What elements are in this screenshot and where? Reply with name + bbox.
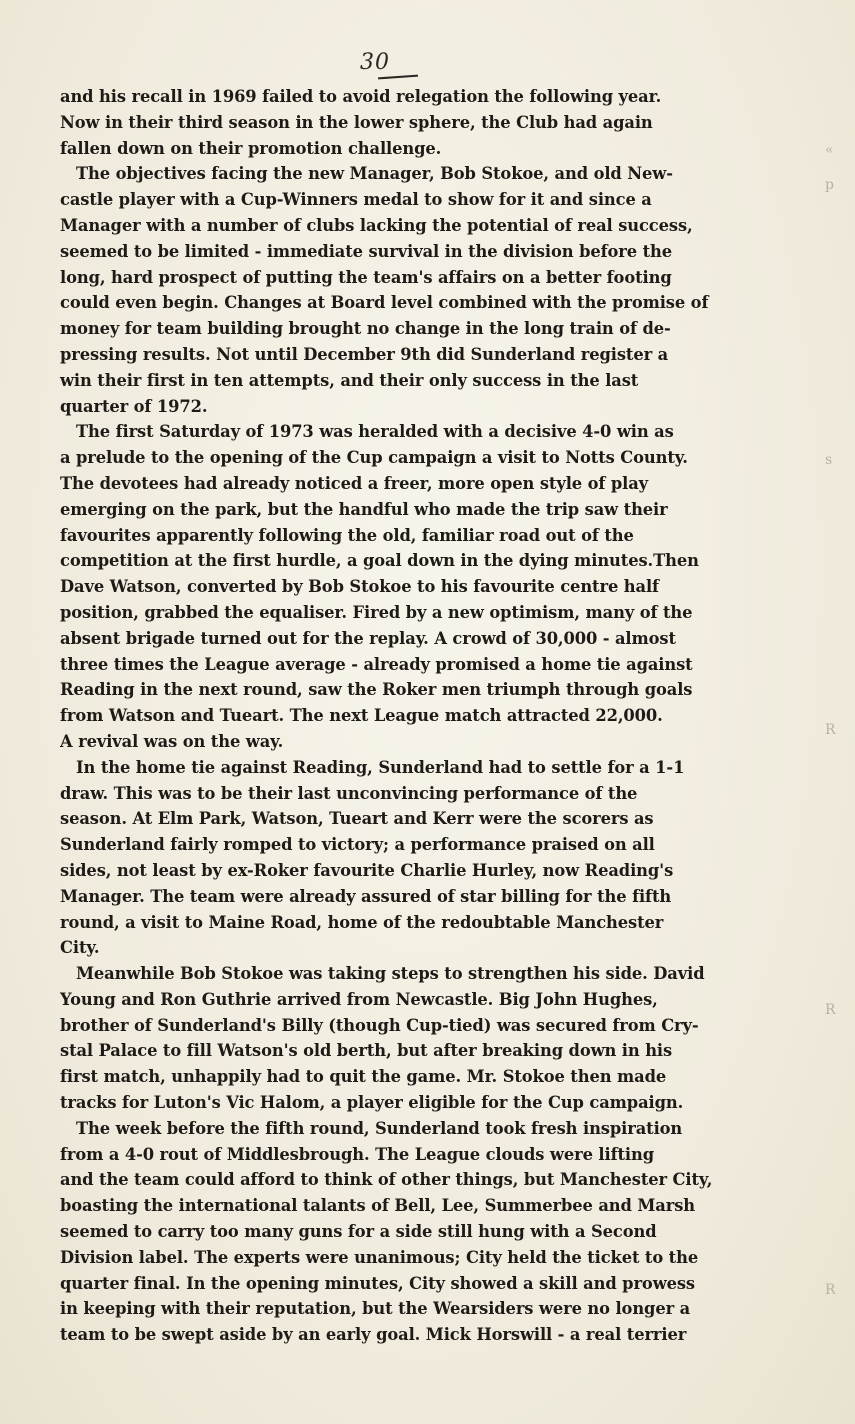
show-through-mark: R <box>825 722 836 738</box>
show-through-mark: « <box>825 142 834 158</box>
text-line: Manager. The team were already assured of star billing for the fifth <box>60 886 672 906</box>
text-line: team to be swept aside by an early goal. Mick Horswill - a real terrier <box>60 1325 687 1345</box>
text-line: Now in their third season in the lower sphere, the Club had again <box>60 112 653 132</box>
text-line: Young and Ron Guthrie arrived from Newcastle. Big John Hughes, <box>60 989 658 1009</box>
text-line: win their first in ten attempts, and their only success in the last <box>60 370 639 390</box>
body-text <box>60 84 800 1348</box>
text-line: round, a visit to Maine Road, home of the redoubtable Manchester <box>60 912 664 932</box>
text-line: castle player with a Cup-Winners medal to show for it and since a <box>60 190 652 210</box>
text-line: competition at the first hurdle, a goal down in the dying minutes.Then <box>60 551 699 571</box>
text-line: could even begin. Changes at Board level combined with the promise of <box>60 293 709 313</box>
text-line: The objectives facing the new Manager, Bob Stokoe, and old New- <box>76 164 673 184</box>
text-line: seemed to carry too many guns for a side still hung with a Second <box>60 1222 657 1242</box>
text-line: long, hard prospect of putting the team's affairs on a better footing <box>60 267 672 287</box>
text-line: City. <box>60 938 100 958</box>
show-through-mark: s <box>825 452 833 468</box>
text-line: brother of Sunderland's Billy (though Cup-tied) was secured from Cry- <box>60 1015 699 1035</box>
text-line: favourites apparently following the old, familiar road out of the <box>60 525 634 545</box>
text-line: quarter of 1972. <box>60 396 208 416</box>
text-line: sides, not least by ex-Roker favourite Charlie Hurley, now Reading's <box>60 860 674 880</box>
text-line: The devotees had already noticed a freer, more open style of play <box>60 473 649 493</box>
text-line: from a 4-0 rout of Middlesbrough. The League clouds were lifting <box>60 1144 655 1164</box>
text-line: absent brigade turned out for the replay. A crowd of 30,000 - almost <box>60 628 676 648</box>
page-number-underline <box>378 75 418 80</box>
text-line: money for team building brought no change in the long train of de- <box>60 319 671 339</box>
text-line: Dave Watson, converted by Bob Stokoe to his favourite centre half <box>60 577 659 597</box>
text-line: first match, unhappily had to quit the game. Mr. Stokoe then made <box>60 1067 667 1087</box>
text-line: draw. This was to be their last unconvincing performance of the <box>60 783 638 803</box>
text-line: quarter final. In the opening minutes, City showed a skill and prowess <box>60 1273 695 1293</box>
show-through-mark: R <box>825 1002 836 1018</box>
show-through-mark: p <box>825 177 834 193</box>
text-line: three times the League average - already promised a home tie against <box>60 654 693 674</box>
show-through-mark: R <box>825 1282 836 1298</box>
text-line: seemed to be limited - immediate survival in the division before the <box>60 241 673 261</box>
text-line: pressing results. Not until December 9th did Sunderland register a <box>60 344 669 364</box>
text-line: in keeping with their reputation, but the Wearsiders were no longer a <box>60 1299 691 1319</box>
text-line: Manager with a number of clubs lacking the potential of real success, <box>60 215 693 235</box>
text-line: season. At Elm Park, Watson, Tueart and Kerr were the scorers as <box>60 809 654 829</box>
text-line: In the home tie against Reading, Sunderland had to settle for a 1-1 <box>76 757 685 777</box>
text-line: emerging on the park, but the handful who made the trip saw their <box>60 499 668 519</box>
text-line: The first Saturday of 1973 was heralded with a decisive 4-0 win as <box>76 422 674 442</box>
text-line: tracks for Luton's Vic Halom, a player eligible for the Cup campaign. <box>60 1093 684 1113</box>
text-line: Meanwhile Bob Stokoe was taking steps to strengthen his side. David <box>76 964 705 984</box>
text-line: The week before the fifth round, Sunderland took fresh inspiration <box>76 1118 683 1138</box>
text-line: Sunderland fairly romped to victory; a performance praised on all <box>60 835 655 855</box>
page-number: 30 <box>360 50 390 75</box>
text-line: and his recall in 1969 failed to avoid relegation the following year. <box>60 87 662 106</box>
text-line: Division label. The experts were unanimous; City held the ticket to the <box>60 1247 699 1267</box>
text-line: and the team could afford to think of other things, but Manchester City, <box>60 1170 713 1190</box>
text-line: Reading in the next round, saw the Roker men triumph through goals <box>60 680 693 700</box>
text-line: stal Palace to fill Watson's old berth, but after breaking down in his <box>60 1041 673 1061</box>
text-line: position, grabbed the equaliser. Fired by a new optimism, many of the <box>60 602 693 622</box>
text-line: boasting the international talants of Bell, Lee, Summerbee and Marsh <box>60 1196 696 1216</box>
text-line: a prelude to the opening of the Cup campaign a visit to Notts County. <box>60 448 688 468</box>
text-line: from Watson and Tueart. The next League match attracted 22,000. <box>60 706 663 726</box>
text-line: A revival was on the way. <box>60 731 284 751</box>
text-line: fallen down on their promotion challenge. <box>60 138 442 158</box>
